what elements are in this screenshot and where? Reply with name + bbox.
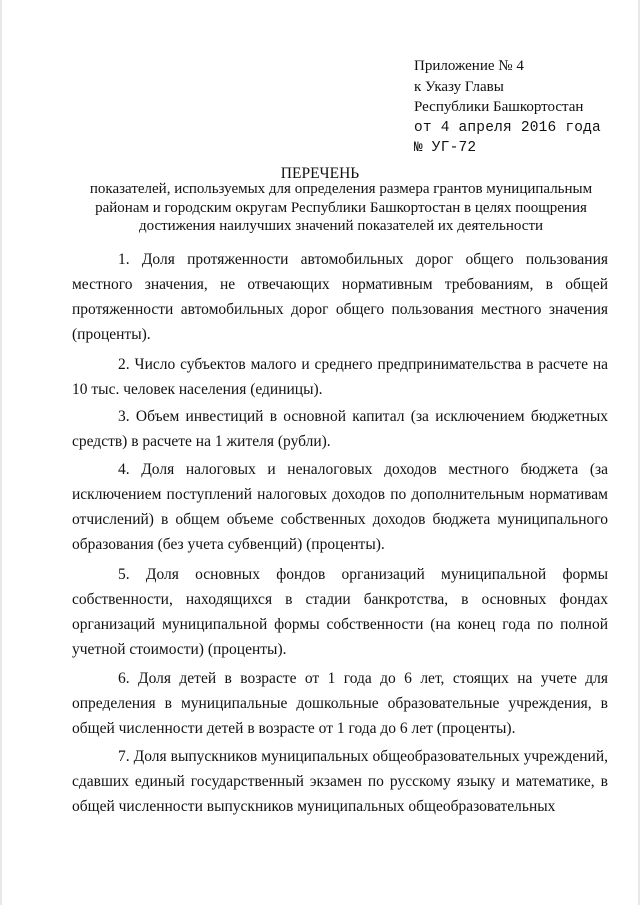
- item-text: Доля детей в возрасте от 1 года до 6 лет, стоящих на учете для определения в муниципальные дошкольные образовательные учреждения, в общей численности детей в возрасте от 1 года до 6 лет (проценты).: [72, 670, 609, 737]
- list-item: [72, 666, 608, 741]
- list-item: [72, 247, 608, 347]
- appendix-header: [414, 56, 601, 159]
- item-number: 5.: [118, 566, 130, 583]
- header-line-date: от 4 апреля 2016 года: [414, 119, 601, 136]
- list-item: [72, 744, 608, 819]
- list-item: [72, 562, 608, 662]
- header-line-republic: Республики Башкортостан: [414, 99, 584, 115]
- document-title: ПЕРЕЧЕНЬ: [280, 165, 360, 182]
- item-number: 1.: [118, 251, 130, 268]
- item-number: 6.: [118, 670, 130, 687]
- list-item: [72, 352, 608, 402]
- item-number: 3.: [118, 408, 130, 425]
- document-subtitle: показателей, используемых для определения размера грантов муниципальным районам и городским округам Республики Башкортостан в целях поощрения достижения наилучших значений показателей их деятельности: [89, 181, 593, 234]
- item-text: Доля основных фондов организаций муниципальной формы собственности, находящихся в стадии банкротства, в основных фондах организаций муниципальной формы собственности (на конец года по полной учетной стоимости) (проценты).: [72, 566, 608, 658]
- item-text: Доля налоговых и неналоговых доходов местного бюджета (за исключением поступлений налоговых доходов по дополнительным нормативам отчислений) в общем объеме собственных доходов бюджета муниципального образования (без учета субвенций) (проценты).: [72, 461, 609, 553]
- scan-edge-left: [0, 0, 2, 905]
- item-number: 7.: [118, 748, 130, 765]
- list-item: [72, 404, 608, 454]
- header-line-appendix: Приложение № 4: [414, 58, 524, 74]
- header-line-number: № УГ-72: [414, 140, 477, 156]
- item-number: 4.: [118, 461, 130, 478]
- item-text: Объем инвестиций в основной капитал (за исключением бюджетных средств) в расчете на 1 жителя (рубли).: [72, 408, 609, 450]
- item-text: Число субъектов малого и среднего предпринимательства в расчете на 10 тыс. человек населения (единицы).: [72, 356, 609, 398]
- list-item: [72, 457, 608, 557]
- item-text: Доля протяженности автомобильных дорог общего пользования местного значения, не отвечающих нормативным требованиям, в общей протяженности автомобильных дорог общего пользования местного значения (проценты).: [72, 251, 608, 343]
- item-number: 2.: [118, 356, 130, 373]
- header-line-decree: к Указу Главы: [414, 78, 504, 95]
- item-text: Доля выпускников муниципальных общеобразовательных учреждений, сдавших единый государственный экзамен по русскому языку и математике, в общей численности выпускников муниципальных общеобразовательных: [72, 748, 608, 815]
